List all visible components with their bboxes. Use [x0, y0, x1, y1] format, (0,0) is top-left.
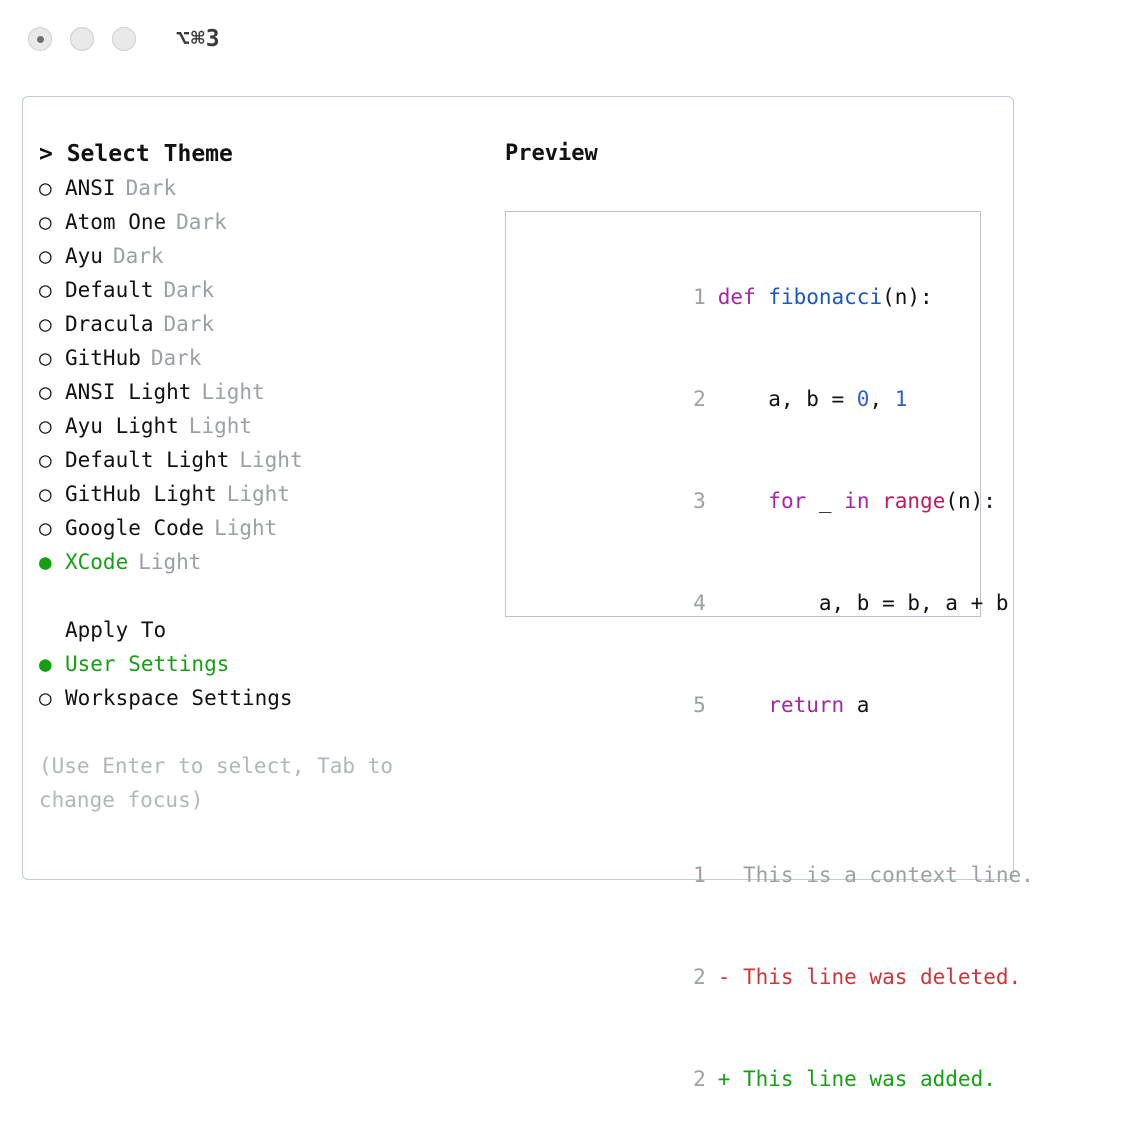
code-token: [718, 489, 769, 513]
theme-variant: Dark: [176, 210, 227, 234]
line-number: 1: [693, 285, 706, 309]
code-blank-line: [526, 790, 980, 824]
apply-to-option-user-settings[interactable]: [39, 647, 485, 681]
theme-variant: Light: [188, 414, 253, 438]
code-token: ,: [869, 387, 895, 411]
code-blank-line: [526, 756, 980, 790]
theme-label: GitHub Light: [65, 482, 217, 506]
theme-option-ayu-dark[interactable]: [39, 239, 485, 273]
diff-text: This is a context line.: [717, 863, 1034, 887]
code-line: [526, 654, 980, 756]
apply-to-label: User Settings: [65, 652, 230, 676]
diff-line-deleted: [526, 926, 1022, 1028]
hint-spacer: [39, 715, 485, 749]
radio-icon-selected: ●: [39, 652, 52, 676]
code-line: [526, 348, 980, 450]
theme-picker-panel: [22, 96, 1034, 1091]
diff-line-added: [526, 1028, 996, 1130]
radio-icon: ○: [39, 516, 52, 540]
theme-option-github-dark[interactable]: [39, 341, 485, 375]
diff-line-context: [526, 824, 1034, 926]
theme-variant: Light: [201, 380, 265, 404]
theme-label: XCode: [65, 550, 129, 574]
code-line: [526, 552, 1009, 654]
code-token: _: [806, 489, 845, 513]
theme-option-ansi-light[interactable]: [39, 375, 485, 409]
apply-to-label: Workspace Settings: [65, 686, 293, 710]
radio-icon: ○: [39, 210, 52, 234]
theme-label: Atom One: [65, 210, 167, 234]
theme-option-default-light[interactable]: [39, 443, 485, 477]
theme-variant: Dark: [163, 312, 215, 336]
radio-icon: ○: [39, 380, 52, 404]
theme-label: Dracula: [65, 312, 154, 336]
code-token: [718, 693, 769, 717]
code-line: [526, 246, 980, 348]
apply-to-option-workspace-settings[interactable]: [39, 681, 485, 715]
line-number: 2: [693, 965, 706, 989]
line-number: 5: [693, 693, 706, 717]
line-number: 4: [693, 591, 706, 615]
radio-icon: ○: [39, 686, 52, 710]
apply-to-heading: Apply To: [65, 618, 167, 642]
radio-icon: ○: [39, 278, 52, 302]
theme-list-column: [23, 137, 485, 817]
radio-icon: ○: [39, 414, 52, 438]
theme-variant: Dark: [163, 278, 215, 302]
preview-heading: Preview: [505, 141, 598, 166]
code-token: [869, 489, 882, 513]
line-number: 2: [693, 387, 706, 411]
preview-column: [485, 137, 1034, 1091]
theme-option-default-dark[interactable]: [39, 273, 485, 307]
code-token: 0: [856, 387, 870, 411]
title-bar: [0, 0, 1140, 78]
theme-label: Google Code: [65, 516, 205, 540]
radio-icon: ○: [39, 448, 52, 472]
line-number: 2: [693, 1067, 706, 1091]
line-number: 3: [693, 489, 706, 513]
radio-icon: ○: [39, 346, 52, 370]
radio-icon-selected: ●: [39, 550, 52, 574]
theme-option-dracula-dark[interactable]: [39, 307, 485, 341]
list-spacer: [39, 579, 485, 613]
code-token: a, b = b, a + b: [717, 591, 1009, 615]
code-token: 1: [894, 387, 908, 411]
theme-option-google-code-light[interactable]: [39, 511, 485, 545]
radio-icon: ○: [39, 312, 52, 336]
radio-icon: ○: [39, 176, 52, 200]
code-line: [526, 450, 996, 552]
theme-variant: Dark: [112, 244, 164, 268]
window-dot-close[interactable]: [28, 27, 52, 51]
theme-label: Default Light: [65, 448, 230, 472]
radio-icon: ○: [39, 244, 52, 268]
keyboard-hint-text: (Use Enter to select, Tab to change focus): [39, 754, 406, 812]
theme-variant: Light: [214, 516, 278, 540]
theme-variant: Dark: [125, 176, 177, 200]
theme-label: Default: [65, 278, 154, 302]
theme-label: GitHub: [65, 346, 141, 370]
code-token: (n):: [945, 489, 996, 513]
theme-label: ANSI Light: [65, 380, 192, 404]
theme-option-github-light[interactable]: [39, 477, 485, 511]
theme-option-ansi-dark[interactable]: [39, 171, 485, 205]
code-token: range: [882, 489, 946, 513]
code-token: def: [717, 285, 769, 309]
code-token: return: [768, 693, 845, 717]
code-token: in: [844, 489, 870, 513]
preview-box: [505, 211, 1034, 1091]
theme-label: ANSI: [65, 176, 116, 200]
theme-label: Ayu: [65, 244, 103, 268]
code-token: a, b =: [717, 387, 857, 411]
theme-option-atom-one-dark[interactable]: [39, 205, 485, 239]
theme-option-xcode-light[interactable]: [39, 545, 485, 579]
theme-variant: Light: [138, 550, 202, 574]
code-token: fibonacci: [768, 285, 883, 309]
code-token: (n):: [882, 285, 933, 309]
select-theme-heading: > Select Theme: [39, 141, 233, 167]
theme-variant: Light: [226, 482, 290, 506]
window-dot-maximize[interactable]: [112, 27, 136, 51]
diff-text: + This line was added.: [717, 1067, 996, 1091]
theme-label: Ayu Light: [65, 414, 179, 438]
theme-variant: Light: [239, 448, 303, 472]
diff-text: - This line was deleted.: [717, 965, 1022, 989]
line-number: 1: [693, 863, 706, 887]
theme-option-ayu-light[interactable]: [39, 409, 485, 443]
theme-variant: Dark: [150, 346, 202, 370]
keyboard-shortcut-label: ⌥⌘3: [176, 26, 221, 52]
code-token: a: [844, 693, 870, 717]
code-token: for: [768, 489, 807, 513]
window-dot-minimize[interactable]: [70, 27, 94, 51]
radio-icon: ○: [39, 482, 52, 506]
